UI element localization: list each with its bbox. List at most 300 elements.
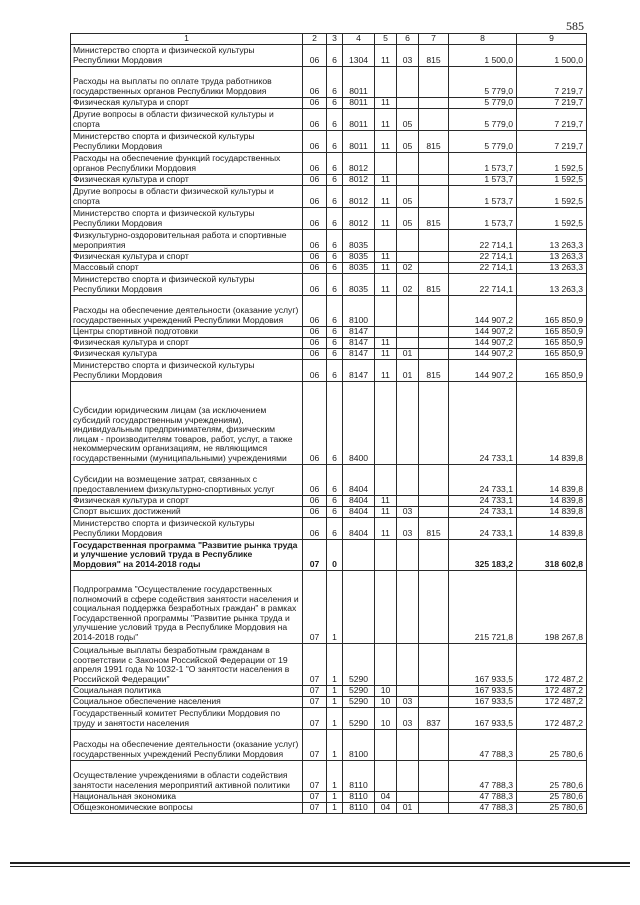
- code-cell: 6: [327, 337, 343, 348]
- code-cell: 6: [327, 207, 343, 229]
- code-cell: 6: [327, 44, 343, 66]
- code-cell: 11: [375, 348, 397, 359]
- amount-cell: 172 487,2: [517, 643, 587, 685]
- code-cell: 815: [419, 517, 449, 539]
- column-header: 7: [419, 34, 449, 45]
- code-cell: 6: [327, 174, 343, 185]
- table-row: [71, 707, 587, 729]
- table-row: [71, 44, 587, 66]
- code-cell: 6: [327, 495, 343, 506]
- code-cell: [419, 295, 449, 326]
- code-cell: 07: [303, 791, 327, 802]
- code-cell: 8404: [343, 517, 375, 539]
- amount-cell: 7 219,7: [517, 130, 587, 152]
- code-cell: [397, 643, 419, 685]
- row-name-cell: Министерство спорта и физической культуры Республики Мордовия: [71, 273, 303, 295]
- row-name-cell: Физическая культура и спорт: [71, 251, 303, 262]
- code-cell: 5290: [343, 707, 375, 729]
- code-cell: [397, 97, 419, 108]
- code-cell: 815: [419, 130, 449, 152]
- code-cell: 11: [375, 517, 397, 539]
- code-cell: 07: [303, 685, 327, 696]
- code-cell: 07: [303, 802, 327, 813]
- table-row: [71, 174, 587, 185]
- code-cell: 03: [397, 517, 419, 539]
- code-cell: 8110: [343, 802, 375, 813]
- code-cell: 06: [303, 44, 327, 66]
- amount-cell: 165 850,9: [517, 295, 587, 326]
- amount-cell: 25 780,6: [517, 729, 587, 760]
- amount-cell: 7 219,7: [517, 108, 587, 130]
- amount-cell: 22 714,1: [449, 273, 517, 295]
- amount-cell: 14 839,8: [517, 464, 587, 495]
- table-row: [71, 66, 587, 97]
- code-cell: 05: [397, 108, 419, 130]
- code-cell: 11: [375, 359, 397, 381]
- code-cell: 8012: [343, 207, 375, 229]
- table-row: [71, 97, 587, 108]
- code-cell: [375, 381, 397, 464]
- column-header: 6: [397, 34, 419, 45]
- code-cell: [419, 262, 449, 273]
- amount-cell: 5 779,0: [449, 66, 517, 97]
- code-cell: [375, 229, 397, 251]
- code-cell: 8147: [343, 359, 375, 381]
- code-cell: [419, 152, 449, 174]
- code-cell: 04: [375, 791, 397, 802]
- table-row: [71, 229, 587, 251]
- code-cell: [419, 229, 449, 251]
- code-cell: 8147: [343, 348, 375, 359]
- row-name-cell: Общеэкономические вопросы: [71, 802, 303, 813]
- code-cell: [419, 464, 449, 495]
- code-cell: 815: [419, 207, 449, 229]
- row-name-cell: Субсидии на возмещение затрат, связанных с предоставлением физкультурно-спортивных услуг: [71, 464, 303, 495]
- code-cell: 5290: [343, 685, 375, 696]
- code-cell: 11: [375, 108, 397, 130]
- code-cell: 11: [375, 44, 397, 66]
- amount-cell: 14 839,8: [517, 495, 587, 506]
- row-name-cell: Министерство спорта и физической культуры Республики Мордовия: [71, 207, 303, 229]
- code-cell: [397, 381, 419, 464]
- code-cell: 8100: [343, 729, 375, 760]
- code-cell: 11: [375, 97, 397, 108]
- table-row: [71, 108, 587, 130]
- code-cell: 1: [327, 707, 343, 729]
- code-cell: 1: [327, 802, 343, 813]
- code-cell: 1: [327, 791, 343, 802]
- code-cell: 10: [375, 685, 397, 696]
- amount-cell: 165 850,9: [517, 337, 587, 348]
- code-cell: 03: [397, 707, 419, 729]
- code-cell: 10: [375, 707, 397, 729]
- code-cell: 6: [327, 273, 343, 295]
- code-cell: 6: [327, 229, 343, 251]
- code-cell: [419, 326, 449, 337]
- amount-cell: 24 733,1: [449, 495, 517, 506]
- column-header: 4: [343, 34, 375, 45]
- code-cell: [419, 97, 449, 108]
- code-cell: 6: [327, 251, 343, 262]
- amount-cell: 22 714,1: [449, 262, 517, 273]
- amount-cell: 1 500,0: [449, 44, 517, 66]
- code-cell: 1: [327, 696, 343, 707]
- code-cell: 03: [397, 44, 419, 66]
- code-cell: [419, 174, 449, 185]
- code-cell: [397, 174, 419, 185]
- row-name-cell: Физкультурно-оздоровительная работа и спортивные мероприятия: [71, 229, 303, 251]
- code-cell: 5290: [343, 643, 375, 685]
- table-row: [71, 273, 587, 295]
- code-cell: [397, 295, 419, 326]
- amount-cell: 144 907,2: [449, 359, 517, 381]
- amount-cell: 198 267,8: [517, 570, 587, 643]
- page-number: 585: [566, 19, 584, 33]
- row-name-cell: Другие вопросы в области физической культуры и спорта: [71, 185, 303, 207]
- amount-cell: 325 183,2: [449, 539, 517, 570]
- table-row: [71, 359, 587, 381]
- table-row: [71, 295, 587, 326]
- code-cell: 07: [303, 760, 327, 791]
- code-cell: [397, 229, 419, 251]
- amount-cell: 24 733,1: [449, 381, 517, 464]
- column-header: 2: [303, 34, 327, 45]
- amount-cell: 167 933,5: [449, 707, 517, 729]
- column-header: 8: [449, 34, 517, 45]
- code-cell: 8012: [343, 174, 375, 185]
- code-cell: 815: [419, 44, 449, 66]
- code-cell: 11: [375, 337, 397, 348]
- code-cell: 8012: [343, 185, 375, 207]
- amount-cell: 167 933,5: [449, 696, 517, 707]
- table-row: [71, 348, 587, 359]
- code-cell: [419, 791, 449, 802]
- amount-cell: 1 592,5: [517, 152, 587, 174]
- table-row: [71, 251, 587, 262]
- amount-cell: 25 780,6: [517, 802, 587, 813]
- code-cell: [419, 381, 449, 464]
- amount-cell: 7 219,7: [517, 97, 587, 108]
- code-cell: [397, 495, 419, 506]
- amount-cell: 215 721,8: [449, 570, 517, 643]
- code-cell: [375, 539, 397, 570]
- code-cell: [397, 760, 419, 791]
- code-cell: [397, 326, 419, 337]
- table-row: [71, 381, 587, 464]
- code-cell: 11: [375, 262, 397, 273]
- amount-cell: 47 788,3: [449, 729, 517, 760]
- code-cell: 8147: [343, 337, 375, 348]
- row-name-cell: Расходы на обеспечение деятельности (оказание услуг) государственных учреждений Республики Мордовия: [71, 729, 303, 760]
- row-name-cell: Физическая культура: [71, 348, 303, 359]
- amount-cell: 47 788,3: [449, 802, 517, 813]
- code-cell: 8035: [343, 273, 375, 295]
- code-cell: [397, 791, 419, 802]
- code-cell: 11: [375, 130, 397, 152]
- column-header: 9: [517, 34, 587, 45]
- code-cell: 6: [327, 185, 343, 207]
- row-name-cell: Центры спортивной подготовки: [71, 326, 303, 337]
- row-name-cell: Другие вопросы в области физической культуры и спорта: [71, 108, 303, 130]
- code-cell: [397, 539, 419, 570]
- row-name-cell: Физическая культура и спорт: [71, 174, 303, 185]
- code-cell: 6: [327, 381, 343, 464]
- row-name-cell: Расходы на обеспечение деятельности (оказание услуг) государственных учреждений Республики Мордовия: [71, 295, 303, 326]
- amount-cell: 167 933,5: [449, 643, 517, 685]
- amount-cell: 13 263,3: [517, 273, 587, 295]
- row-name-cell: Министерство спорта и физической культуры Республики Мордовия: [71, 44, 303, 66]
- code-cell: 1: [327, 570, 343, 643]
- code-cell: 06: [303, 229, 327, 251]
- row-name-cell: Спорт высших достижений: [71, 506, 303, 517]
- amount-cell: 22 714,1: [449, 251, 517, 262]
- footer-rule: [10, 866, 630, 867]
- code-cell: 06: [303, 66, 327, 97]
- table-row: [71, 517, 587, 539]
- code-cell: 6: [327, 326, 343, 337]
- code-cell: [375, 152, 397, 174]
- code-cell: 06: [303, 359, 327, 381]
- code-cell: [419, 539, 449, 570]
- code-cell: 07: [303, 570, 327, 643]
- table-header-row: [71, 34, 587, 45]
- code-cell: 6: [327, 517, 343, 539]
- amount-cell: 165 850,9: [517, 348, 587, 359]
- code-cell: 0: [327, 539, 343, 570]
- code-cell: [375, 326, 397, 337]
- code-cell: 07: [303, 729, 327, 760]
- table-row: [71, 760, 587, 791]
- table-row: [71, 570, 587, 643]
- row-name-cell: Министерство спорта и физической культуры Республики Мордовия: [71, 517, 303, 539]
- code-cell: [397, 570, 419, 643]
- amount-cell: 24 733,1: [449, 517, 517, 539]
- row-name-cell: Министерство спорта и физической культуры Республики Мордовия: [71, 130, 303, 152]
- row-name-cell: Национальная экономика: [71, 791, 303, 802]
- amount-cell: 14 839,8: [517, 381, 587, 464]
- code-cell: 815: [419, 359, 449, 381]
- code-cell: 11: [375, 207, 397, 229]
- code-cell: 1: [327, 685, 343, 696]
- row-name-cell: Государственная программа "Развитие рынка труда и улучшение условий труда в Республике Мордовия" на 2014-2018 годы: [71, 539, 303, 570]
- table-row: [71, 207, 587, 229]
- code-cell: 11: [375, 273, 397, 295]
- table-row: [71, 152, 587, 174]
- code-cell: 05: [397, 185, 419, 207]
- amount-cell: 144 907,2: [449, 326, 517, 337]
- code-cell: 01: [397, 348, 419, 359]
- amount-cell: 5 779,0: [449, 97, 517, 108]
- amount-cell: 144 907,2: [449, 348, 517, 359]
- code-cell: 06: [303, 295, 327, 326]
- row-name-cell: Социальные выплаты безработным гражданам в соответствии с Законом Российской Федерации от 19 апреля 1991 года № 1032-1 "О занятости населения в Российской Федерации": [71, 643, 303, 685]
- table-row: [71, 185, 587, 207]
- code-cell: [419, 570, 449, 643]
- footer-rule: [10, 862, 630, 864]
- code-cell: [397, 251, 419, 262]
- row-name-cell: Массовый спорт: [71, 262, 303, 273]
- code-cell: 03: [397, 696, 419, 707]
- amount-cell: 165 850,9: [517, 326, 587, 337]
- column-header: 3: [327, 34, 343, 45]
- row-name-cell: Физическая культура и спорт: [71, 495, 303, 506]
- code-cell: 04: [375, 802, 397, 813]
- code-cell: 06: [303, 185, 327, 207]
- code-cell: 8011: [343, 97, 375, 108]
- code-cell: 837: [419, 707, 449, 729]
- code-cell: 6: [327, 108, 343, 130]
- code-cell: [397, 66, 419, 97]
- code-cell: 8404: [343, 495, 375, 506]
- code-cell: [397, 152, 419, 174]
- code-cell: 8011: [343, 108, 375, 130]
- table-row: [71, 685, 587, 696]
- code-cell: [343, 570, 375, 643]
- column-header: 5: [375, 34, 397, 45]
- code-cell: 1: [327, 729, 343, 760]
- code-cell: 06: [303, 152, 327, 174]
- code-cell: [375, 295, 397, 326]
- amount-cell: 47 788,3: [449, 760, 517, 791]
- code-cell: 6: [327, 348, 343, 359]
- amount-cell: 144 907,2: [449, 337, 517, 348]
- code-cell: [397, 685, 419, 696]
- amount-cell: 1 500,0: [517, 44, 587, 66]
- code-cell: 06: [303, 207, 327, 229]
- code-cell: [419, 495, 449, 506]
- row-name-cell: Подпрограмма "Осуществление государственных полномочий в сфере содействия занятости населения и социальная поддержка безработных граждан" в рамках Государственной программы "Развитие рынка труда и улучшение условий труда в Республике Мордовия на 2014-2018 годы": [71, 570, 303, 643]
- code-cell: 06: [303, 262, 327, 273]
- code-cell: 05: [397, 207, 419, 229]
- code-cell: [419, 506, 449, 517]
- code-cell: 8035: [343, 229, 375, 251]
- code-cell: [419, 108, 449, 130]
- code-cell: [419, 696, 449, 707]
- amount-cell: 13 263,3: [517, 251, 587, 262]
- table-row: [71, 696, 587, 707]
- row-name-cell: Социальная политика: [71, 685, 303, 696]
- code-cell: [419, 66, 449, 97]
- amount-cell: 14 839,8: [517, 517, 587, 539]
- code-cell: 5290: [343, 696, 375, 707]
- amount-cell: 144 907,2: [449, 295, 517, 326]
- code-cell: [375, 464, 397, 495]
- amount-cell: 172 487,2: [517, 696, 587, 707]
- code-cell: [419, 348, 449, 359]
- code-cell: 07: [303, 643, 327, 685]
- code-cell: 6: [327, 295, 343, 326]
- code-cell: 6: [327, 97, 343, 108]
- code-cell: 8012: [343, 152, 375, 174]
- amount-cell: 14 839,8: [517, 506, 587, 517]
- code-cell: [375, 643, 397, 685]
- code-cell: 6: [327, 66, 343, 97]
- table-row: [71, 337, 587, 348]
- code-cell: [397, 337, 419, 348]
- amount-cell: 22 714,1: [449, 229, 517, 251]
- code-cell: 8011: [343, 66, 375, 97]
- code-cell: [397, 729, 419, 760]
- code-cell: 8110: [343, 760, 375, 791]
- code-cell: 06: [303, 251, 327, 262]
- table-row: [71, 802, 587, 813]
- amount-cell: 165 850,9: [517, 359, 587, 381]
- code-cell: [375, 66, 397, 97]
- table-body: [71, 44, 587, 813]
- amount-cell: 1 592,5: [517, 207, 587, 229]
- code-cell: 8147: [343, 326, 375, 337]
- code-cell: [343, 539, 375, 570]
- code-cell: 11: [375, 506, 397, 517]
- code-cell: 6: [327, 152, 343, 174]
- code-cell: 8404: [343, 506, 375, 517]
- code-cell: [419, 185, 449, 207]
- code-cell: 8400: [343, 381, 375, 464]
- code-cell: 02: [397, 262, 419, 273]
- code-cell: 01: [397, 802, 419, 813]
- code-cell: [419, 337, 449, 348]
- code-cell: 06: [303, 517, 327, 539]
- code-cell: 05: [397, 130, 419, 152]
- code-cell: 06: [303, 130, 327, 152]
- code-cell: [419, 251, 449, 262]
- code-cell: 8035: [343, 262, 375, 273]
- code-cell: 06: [303, 506, 327, 517]
- code-cell: 06: [303, 495, 327, 506]
- code-cell: [375, 760, 397, 791]
- code-cell: 815: [419, 273, 449, 295]
- amount-cell: 24 733,1: [449, 464, 517, 495]
- table-row: [71, 262, 587, 273]
- code-cell: 11: [375, 495, 397, 506]
- row-name-cell: Расходы на выплаты по оплате труда работников государственных органов Республики Мордовия: [71, 66, 303, 97]
- code-cell: 06: [303, 273, 327, 295]
- table-row: [71, 506, 587, 517]
- code-cell: 01: [397, 359, 419, 381]
- table-row: [71, 130, 587, 152]
- table-row: [71, 326, 587, 337]
- code-cell: 06: [303, 326, 327, 337]
- code-cell: [419, 685, 449, 696]
- column-header: 1: [71, 34, 303, 45]
- amount-cell: 172 487,2: [517, 707, 587, 729]
- table-row: [71, 791, 587, 802]
- code-cell: 8035: [343, 251, 375, 262]
- code-cell: 06: [303, 174, 327, 185]
- table-row: [71, 539, 587, 570]
- code-cell: [419, 729, 449, 760]
- amount-cell: 7 219,7: [517, 66, 587, 97]
- amount-cell: 1 573,7: [449, 174, 517, 185]
- code-cell: 1304: [343, 44, 375, 66]
- code-cell: 8404: [343, 464, 375, 495]
- code-cell: 8011: [343, 130, 375, 152]
- row-name-cell: Министерство спорта и физической культуры Республики Мордовия: [71, 359, 303, 381]
- code-cell: 06: [303, 97, 327, 108]
- table-row: [71, 729, 587, 760]
- code-cell: 06: [303, 337, 327, 348]
- amount-cell: 5 779,0: [449, 108, 517, 130]
- code-cell: 6: [327, 464, 343, 495]
- row-name-cell: Расходы на обеспечение функций государственных органов Республики Мордовия: [71, 152, 303, 174]
- code-cell: 11: [375, 185, 397, 207]
- code-cell: 6: [327, 359, 343, 381]
- code-cell: 06: [303, 464, 327, 495]
- amount-cell: 47 788,3: [449, 791, 517, 802]
- code-cell: 10: [375, 696, 397, 707]
- code-cell: [375, 729, 397, 760]
- code-cell: 07: [303, 696, 327, 707]
